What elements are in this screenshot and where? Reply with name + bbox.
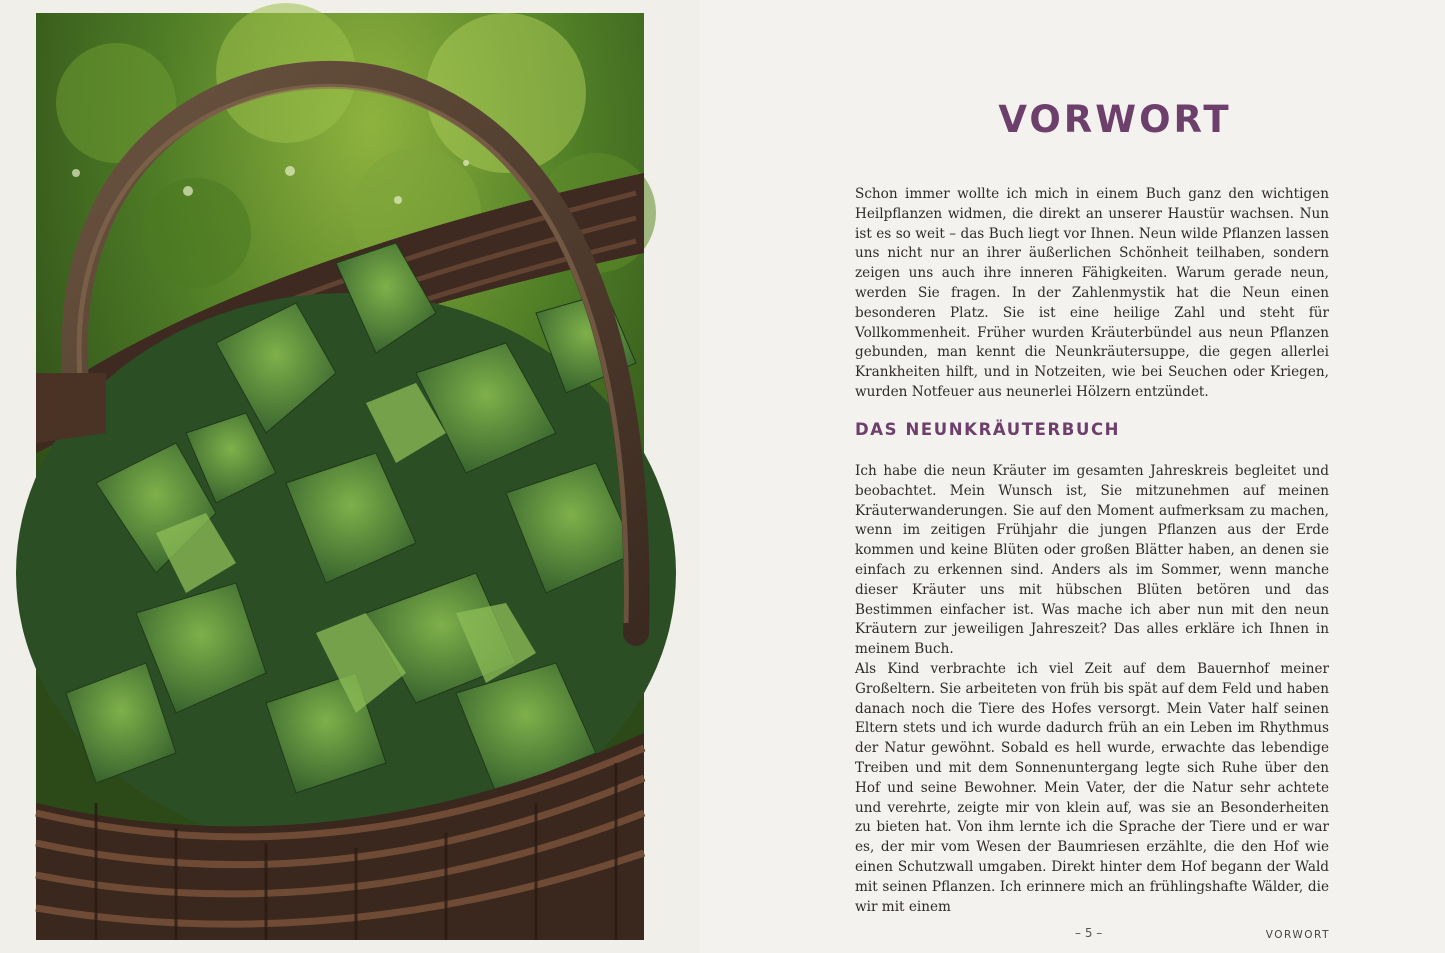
- section-paragraph-1: Ich habe die neun Kräuter im gesamten Jahreskreis begleitet und beobachtet. Mein Wunsch ist, Sie mitzunehmen auf meinen Kräuterwanderungen. Sie auf den Moment aufmerksam zu machen, wenn im zeitigen Frühjahr die jungen Pflanzen aus der Erde kommen und keine Blüten oder großen Blätter haben, an denen sie einfach zu erkennen sind. Anders als im Sommer, wenn manche dieser Kräuter uns mit hübschen Blüten betören und das Bestimmen einfacher ist. Was mache ich aber nun mit den neun Kräutern zur jeweiligen Jahreszeit? Das alles erkläre ich Ihnen in meinem Buch.: [855, 463, 1329, 658]
- nettle-basket-photo: [36, 13, 644, 940]
- section-heading: DAS NEUNKRÄUTERBUCH: [855, 420, 1121, 439]
- right-page: [700, 0, 1445, 953]
- page-title: VORWORT: [998, 98, 1232, 141]
- intro-paragraph: Schon immer wollte ich mich in einem Buch ganz den wichtigen Heilpflanzen widmen, die direkt an unserer Haustür wachsen. Nun ist es so weit – das Buch liegt vor Ihnen. Neun wilde Pflanzen lassen uns nicht nur an ihrer äußerlichen Schönheit teilhaben, sondern zeigen uns auch ihre inneren Fähigkeiten. Warum gerade neun, werden Sie fragen. In der Zahlenmystik hat die Neun einen besonderen Platz. Sie ist eine heilige Zahl und steht für Vollkommenheit. Früher wurden Kräuterbündel aus neun Pflanzen gebunden, man kennt die Neunkräutersuppe, die gegen allerlei Krankheiten hilft, und in Notzeiten, wie bei Seuchen oder Kriegen, wurden Notfeuer aus neunerlei Hölzern entzündet.: [855, 186, 1329, 400]
- intro-text: [855, 185, 1329, 403]
- section-text: [855, 462, 1329, 915]
- section-paragraph-2: Als Kind verbrachte ich viel Zeit auf dem Bauernhof meiner Großeltern. Sie arbeiteten von früh bis spät auf dem Feld und haben danach noch die Tiere des Hofes versorgt. Mein Vater half seinen Eltern stets und ich wurde dadurch früh an ein Leben im Rhythmus der Natur gewöhnt. Sobald es hell wurde, erwachte das lebendige Treiben und mit dem Sonnenuntergang legte sich Ruhe über den Hof und seine Bewohner. Mein Vater, der die Natur sehr achtete und verehrte, zeigte mir von klein auf, was sie an Besonderheiten zu bieten hat. Von ihm lernte ich die Sprache der Tiere und er war es, der mir vom Wesen der Baumriesen erzählte, die den Hof wie einen Schutzwall umgaben. Direkt hinter dem Hof begann der Wald mit seinen Pflanzen. Ich erinnere mich an frühlingshafte Wälder, die wir mit einem: [855, 660, 1329, 915]
- page-number: – 5 –: [1075, 926, 1103, 940]
- running-head: VORWORT: [1265, 929, 1330, 941]
- left-page: [0, 0, 700, 953]
- nettle-basket-illustration: [36, 13, 644, 940]
